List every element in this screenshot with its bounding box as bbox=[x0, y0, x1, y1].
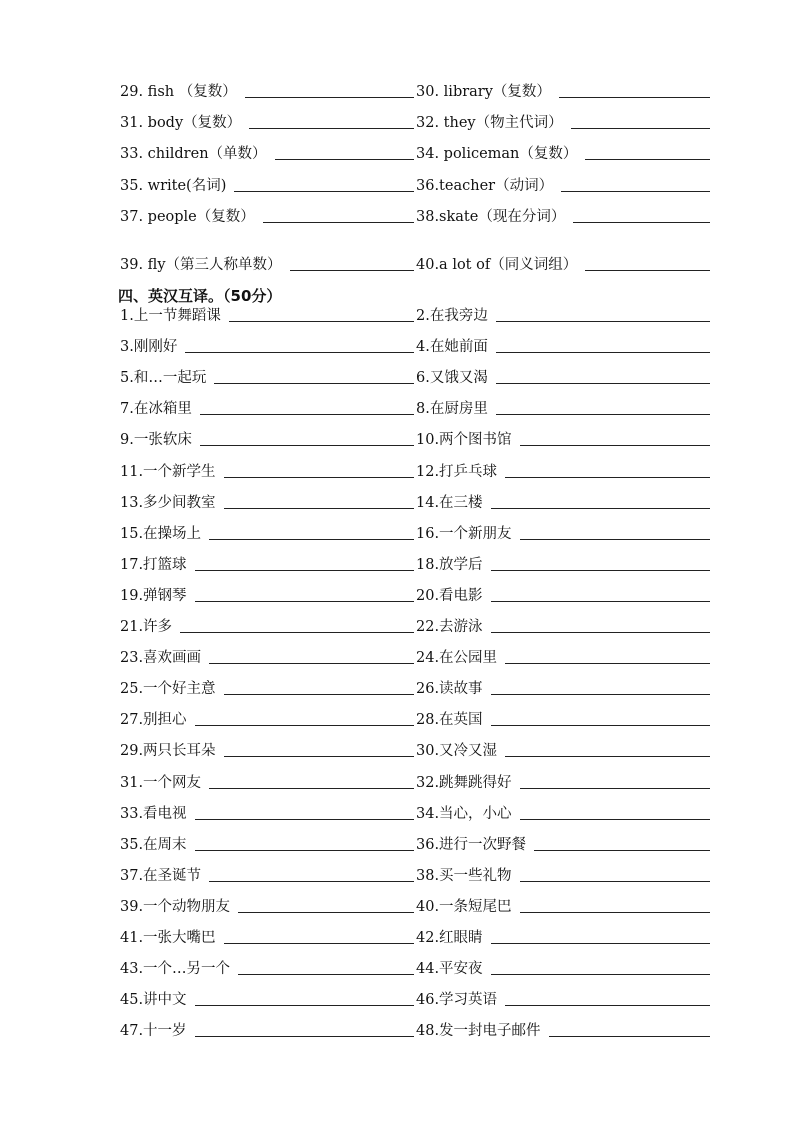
question-label: 8.在厨房里 bbox=[416, 401, 488, 417]
answer-blank[interactable] bbox=[195, 724, 414, 726]
translation-question bbox=[416, 1017, 712, 1043]
translation-row bbox=[120, 862, 712, 888]
translation-row bbox=[120, 769, 712, 795]
answer-blank[interactable] bbox=[209, 880, 414, 882]
question-label: 38.skate（现在分词） bbox=[416, 209, 566, 225]
answer-blank[interactable] bbox=[275, 158, 414, 160]
question-label: 4.在她前面 bbox=[416, 339, 488, 355]
translation-question bbox=[416, 489, 712, 515]
translation-row bbox=[120, 613, 712, 639]
question-label: 29. fish （复数） bbox=[120, 84, 237, 100]
vocab-row bbox=[120, 172, 712, 198]
answer-blank[interactable] bbox=[559, 96, 710, 98]
vocab-question bbox=[120, 109, 416, 135]
translation-row bbox=[120, 924, 712, 950]
translation-question bbox=[120, 924, 416, 950]
question-label: 32. they（物主代词） bbox=[416, 115, 563, 131]
question-label: 20.看电影 bbox=[416, 588, 483, 604]
answer-blank[interactable] bbox=[224, 476, 414, 478]
answer-blank[interactable] bbox=[195, 1004, 414, 1006]
vocab-question bbox=[120, 203, 416, 229]
translation-question bbox=[416, 613, 712, 639]
translation-row bbox=[120, 737, 712, 763]
answer-blank[interactable] bbox=[496, 382, 710, 384]
answer-blank[interactable] bbox=[224, 507, 414, 509]
translation-row bbox=[120, 333, 712, 359]
translation-question bbox=[120, 862, 416, 888]
question-label: 6.又饿又渴 bbox=[416, 370, 488, 386]
translation-row bbox=[120, 644, 712, 670]
question-label: 39. fly（第三人称单数） bbox=[120, 257, 282, 273]
question-label: 9.一张软床 bbox=[120, 432, 192, 448]
vocab-row bbox=[120, 140, 712, 166]
translation-question bbox=[120, 489, 416, 515]
translation-question bbox=[120, 986, 416, 1012]
vocab-question bbox=[120, 172, 416, 198]
translation-question bbox=[416, 893, 712, 919]
question-label: 33.看电视 bbox=[120, 806, 187, 822]
section-title: 四、英汉互译。（50分） bbox=[118, 287, 282, 305]
translation-question bbox=[120, 613, 416, 639]
translation-question bbox=[416, 769, 712, 795]
answer-blank[interactable] bbox=[549, 1035, 710, 1037]
answer-blank[interactable] bbox=[496, 351, 710, 353]
question-label: 39.一个动物朋友 bbox=[120, 899, 231, 915]
question-label: 31.一个网友 bbox=[120, 775, 202, 791]
vocab-row bbox=[120, 203, 712, 229]
vocab-row bbox=[120, 109, 712, 135]
question-label: 2.在我旁边 bbox=[416, 308, 488, 324]
vocab-question bbox=[120, 78, 416, 104]
translation-question bbox=[120, 302, 416, 328]
answer-blank[interactable] bbox=[245, 96, 414, 98]
answer-blank[interactable] bbox=[491, 600, 710, 602]
question-label: 15.在操场上 bbox=[120, 526, 202, 542]
translation-question bbox=[416, 706, 712, 732]
answer-blank[interactable] bbox=[238, 973, 414, 975]
question-label: 30.又冷又湿 bbox=[416, 743, 498, 759]
translation-row bbox=[120, 302, 712, 328]
answer-blank[interactable] bbox=[290, 269, 414, 271]
question-label: 24.在公园里 bbox=[416, 650, 498, 666]
answer-blank[interactable] bbox=[263, 221, 414, 223]
question-label: 34.当心，小心 bbox=[416, 806, 512, 822]
translation-row bbox=[120, 458, 712, 484]
vocab-question bbox=[120, 140, 416, 166]
translation-row bbox=[120, 675, 712, 701]
translation-row bbox=[120, 986, 712, 1012]
answer-blank[interactable] bbox=[209, 787, 414, 789]
question-label: 30. library（复数） bbox=[416, 84, 551, 100]
translation-question bbox=[416, 520, 712, 546]
translation-question bbox=[416, 458, 712, 484]
translation-row bbox=[120, 1017, 712, 1043]
answer-blank[interactable] bbox=[195, 1035, 414, 1037]
question-label: 36.teacher（动词） bbox=[416, 178, 554, 194]
question-label: 19.弹钢琴 bbox=[120, 588, 187, 604]
vocab-question bbox=[120, 251, 416, 277]
answer-blank[interactable] bbox=[491, 631, 710, 633]
question-label: 33. children（单数） bbox=[120, 146, 267, 162]
translation-row bbox=[120, 364, 712, 390]
answer-blank[interactable] bbox=[195, 849, 414, 851]
vocab-row bbox=[120, 78, 712, 104]
translation-question bbox=[120, 706, 416, 732]
answer-blank[interactable] bbox=[180, 631, 414, 633]
vocab-question bbox=[416, 172, 712, 198]
question-label: 28.在英国 bbox=[416, 712, 483, 728]
answer-blank[interactable] bbox=[520, 787, 710, 789]
answer-blank[interactable] bbox=[520, 911, 710, 913]
question-label: 16.一个新朋友 bbox=[416, 526, 512, 542]
translation-question bbox=[416, 644, 712, 670]
answer-blank[interactable] bbox=[505, 476, 710, 478]
question-label: 45.讲中文 bbox=[120, 992, 187, 1008]
question-label: 38.买一些礼物 bbox=[416, 868, 512, 884]
question-label: 34. policeman（复数） bbox=[416, 146, 578, 162]
translation-question bbox=[120, 520, 416, 546]
translation-question bbox=[120, 364, 416, 390]
vocab-question bbox=[416, 109, 712, 135]
translation-question bbox=[120, 831, 416, 857]
question-label: 3.刚刚好 bbox=[120, 339, 178, 355]
answer-blank[interactable] bbox=[496, 413, 710, 415]
translation-question bbox=[416, 426, 712, 452]
answer-blank[interactable] bbox=[238, 911, 414, 913]
answer-blank[interactable] bbox=[195, 569, 414, 571]
translation-question bbox=[120, 675, 416, 701]
question-label: 44.平安夜 bbox=[416, 961, 483, 977]
translation-question bbox=[416, 737, 712, 763]
translation-question bbox=[120, 551, 416, 577]
answer-blank[interactable] bbox=[571, 127, 710, 129]
question-label: 40.一条短尾巴 bbox=[416, 899, 512, 915]
translation-question bbox=[416, 831, 712, 857]
answer-blank[interactable] bbox=[209, 538, 414, 540]
translation-question bbox=[416, 551, 712, 577]
answer-blank[interactable] bbox=[224, 755, 414, 757]
answer-blank[interactable] bbox=[520, 818, 710, 820]
answer-blank[interactable] bbox=[491, 693, 710, 695]
translation-question bbox=[120, 333, 416, 359]
vocab-question bbox=[416, 251, 712, 277]
translation-question bbox=[416, 395, 712, 421]
answer-blank[interactable] bbox=[505, 1004, 710, 1006]
answer-blank[interactable] bbox=[224, 942, 414, 944]
translation-question bbox=[120, 955, 416, 981]
translation-question bbox=[120, 893, 416, 919]
question-label: 11.一个新学生 bbox=[120, 464, 216, 480]
answer-blank[interactable] bbox=[195, 818, 414, 820]
answer-blank[interactable] bbox=[585, 269, 710, 271]
answer-blank[interactable] bbox=[195, 600, 414, 602]
translation-question bbox=[416, 800, 712, 826]
answer-blank[interactable] bbox=[200, 413, 414, 415]
translation-question bbox=[416, 924, 712, 950]
answer-blank[interactable] bbox=[520, 444, 710, 446]
translation-question bbox=[416, 862, 712, 888]
vocab-row bbox=[120, 251, 712, 277]
answer-blank[interactable] bbox=[534, 849, 710, 851]
question-label: 40.a lot of（同义词组） bbox=[416, 257, 578, 273]
question-label: 12.打乒乓球 bbox=[416, 464, 498, 480]
answer-blank[interactable] bbox=[491, 507, 710, 509]
answer-blank[interactable] bbox=[505, 662, 710, 664]
question-label: 14.在三楼 bbox=[416, 495, 483, 511]
question-label: 41.一张大嘴巴 bbox=[120, 930, 216, 946]
translation-question bbox=[416, 582, 712, 608]
translation-row bbox=[120, 893, 712, 919]
answer-blank[interactable] bbox=[249, 127, 414, 129]
question-label: 37. people（复数） bbox=[120, 209, 255, 225]
answer-blank[interactable] bbox=[573, 221, 710, 223]
question-label: 21.许多 bbox=[120, 619, 173, 635]
question-label: 31. body（复数） bbox=[120, 115, 242, 131]
answer-blank[interactable] bbox=[214, 382, 414, 384]
question-label: 10.两个图书馆 bbox=[416, 432, 512, 448]
translation-question bbox=[120, 769, 416, 795]
question-label: 35. write(名词) bbox=[120, 178, 227, 194]
translation-question bbox=[416, 955, 712, 981]
question-label: 5.和…一起玩 bbox=[120, 370, 207, 386]
question-label: 48.发一封电子邮件 bbox=[416, 1023, 541, 1039]
question-label: 17.打篮球 bbox=[120, 557, 187, 573]
answer-blank[interactable] bbox=[200, 444, 414, 446]
answer-blank[interactable] bbox=[496, 320, 710, 322]
translation-question bbox=[120, 458, 416, 484]
question-label: 42.红眼睛 bbox=[416, 930, 483, 946]
question-label: 27.别担心 bbox=[120, 712, 187, 728]
translation-question bbox=[416, 364, 712, 390]
answer-blank[interactable] bbox=[520, 538, 710, 540]
question-label: 43.一个…另一个 bbox=[120, 961, 231, 977]
question-label: 22.去游泳 bbox=[416, 619, 483, 635]
translation-question bbox=[416, 302, 712, 328]
translation-row bbox=[120, 520, 712, 546]
question-label: 26.读故事 bbox=[416, 681, 483, 697]
answer-blank[interactable] bbox=[209, 662, 414, 664]
question-label: 32.跳舞跳得好 bbox=[416, 775, 512, 791]
question-label: 13.多少间教室 bbox=[120, 495, 216, 511]
translation-row bbox=[120, 582, 712, 608]
translation-question bbox=[120, 426, 416, 452]
answer-blank[interactable] bbox=[234, 190, 414, 192]
translation-row bbox=[120, 551, 712, 577]
translation-question bbox=[120, 1017, 416, 1043]
question-label: 46.学习英语 bbox=[416, 992, 498, 1008]
vocab-question bbox=[416, 78, 712, 104]
translation-question bbox=[120, 800, 416, 826]
question-label: 35.在周末 bbox=[120, 837, 187, 853]
translation-question bbox=[120, 737, 416, 763]
vocab-question bbox=[416, 203, 712, 229]
translation-row bbox=[120, 426, 712, 452]
translation-question bbox=[416, 333, 712, 359]
question-label: 47.十一岁 bbox=[120, 1023, 187, 1039]
question-label: 23.喜欢画画 bbox=[120, 650, 202, 666]
translation-question bbox=[120, 582, 416, 608]
translation-question bbox=[120, 644, 416, 670]
question-label: 25.一个好主意 bbox=[120, 681, 216, 697]
answer-blank[interactable] bbox=[185, 351, 414, 353]
translation-row bbox=[120, 800, 712, 826]
question-label: 29.两只长耳朵 bbox=[120, 743, 216, 759]
answer-blank[interactable] bbox=[561, 190, 710, 192]
answer-blank[interactable] bbox=[491, 724, 710, 726]
question-label: 37.在圣诞节 bbox=[120, 868, 202, 884]
question-label: 1.上一节舞蹈课 bbox=[120, 308, 221, 324]
translation-question bbox=[416, 675, 712, 701]
translation-row bbox=[120, 395, 712, 421]
question-label: 36.进行一次野餐 bbox=[416, 837, 527, 853]
answer-blank[interactable] bbox=[229, 320, 414, 322]
translation-question bbox=[416, 986, 712, 1012]
translation-row bbox=[120, 489, 712, 515]
translation-row bbox=[120, 706, 712, 732]
answer-blank[interactable] bbox=[505, 755, 710, 757]
answer-blank[interactable] bbox=[491, 569, 710, 571]
vocab-question bbox=[416, 140, 712, 166]
translation-question bbox=[120, 395, 416, 421]
answer-blank[interactable] bbox=[491, 973, 710, 975]
translation-row bbox=[120, 831, 712, 857]
answer-blank[interactable] bbox=[224, 693, 414, 695]
question-label: 18.放学后 bbox=[416, 557, 483, 573]
answer-blank[interactable] bbox=[520, 880, 710, 882]
question-label: 7.在冰箱里 bbox=[120, 401, 192, 417]
translation-row bbox=[120, 955, 712, 981]
answer-blank[interactable] bbox=[491, 942, 710, 944]
answer-blank[interactable] bbox=[585, 158, 710, 160]
